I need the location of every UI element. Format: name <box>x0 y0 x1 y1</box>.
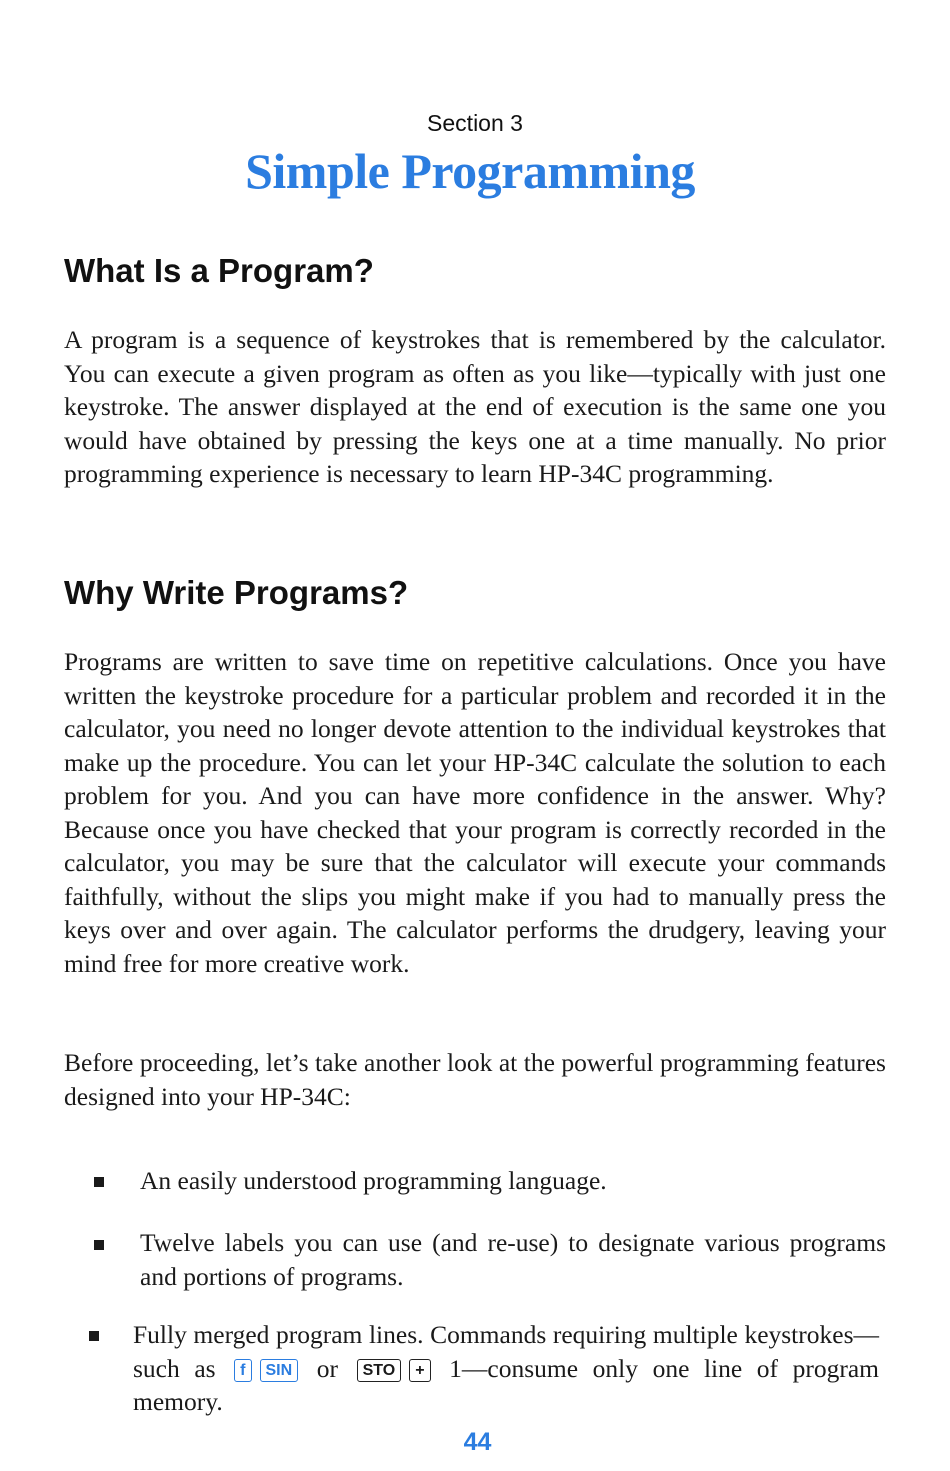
paragraph-what-is-a-program: A program is a sequence of keystrokes that is remembered by the calculator. You can execute a given program as often as you like—typically with just one keystroke. The answer displayed at the end of execution is the same one you would have obtained by pressing the keys one at a time manually. No prior programming experience is necessary to learn HP-34C programming. <box>64 325 886 488</box>
f-key-icon: f <box>234 1359 251 1382</box>
bullet-item-labels: Twelve labels you can use (and re-use) to designate various programs and portions of programs. <box>140 1228 886 1291</box>
paragraph-before-proceeding: Before proceeding, let’s take another look at the powerful programming features designed into your HP-34C: <box>64 1048 886 1111</box>
paragraph-why-write-programs: Programs are written to save time on repetitive calculations. Once you have written the keystroke procedure for a particular problem and recorded it in the calculator, you need no longer devote attention to the individual keystrokes that make up the procedure. You can let your HP-34C calculate the solution to each problem for you. And you can have more confidence in the answer. Why? Because once you have checked that your program is correctly recorded in the calculator, you may be sure that the calculator will execute your commands faithfully, without the slips you might make if you had to manually press the keys over and over again. The calculator performs the drudgery, leaving your mind free for more creative work. <box>64 647 886 978</box>
page-title: Simple Programming <box>245 143 695 199</box>
or-text: or <box>316 1353 339 1383</box>
heading-why-write-programs: Why Write Programs? <box>64 574 409 611</box>
sto-key-icon: STO <box>357 1359 402 1382</box>
bullet-item-merged-lines <box>133 1318 879 1419</box>
bullet-item-language: An easily understood programming language. <box>140 1166 607 1195</box>
page-number: 44 <box>463 1428 492 1456</box>
bullet-text-before: Fully merged program lines. Commands requiring multiple keystrokes—such as <box>133 1320 879 1383</box>
section-label: Section 3 <box>427 110 523 136</box>
bullet-marker <box>94 1240 104 1250</box>
bullet-marker <box>94 1177 104 1187</box>
bullet-text-after: 1—consume only one line of program memory. <box>133 1353 880 1416</box>
bullet-marker <box>89 1331 99 1341</box>
sin-key-icon: SIN <box>260 1359 299 1382</box>
plus-key-icon: + <box>409 1359 430 1382</box>
heading-what-is-a-program: What Is a Program? <box>64 252 374 289</box>
